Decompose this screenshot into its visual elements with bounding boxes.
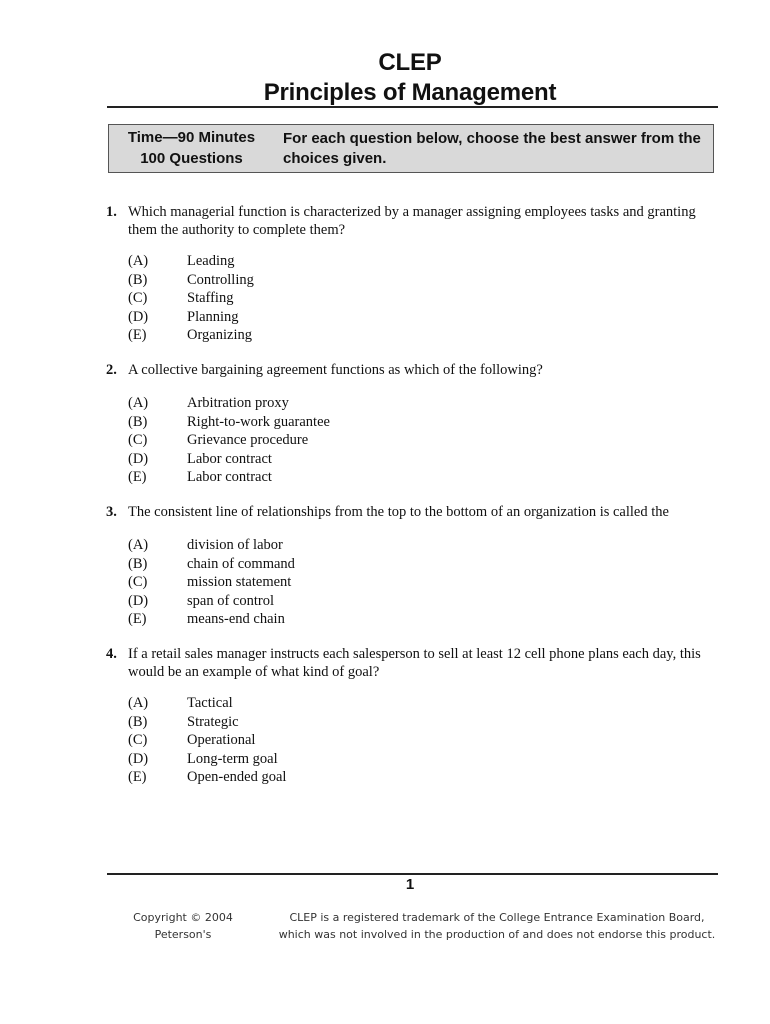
header-rule — [107, 106, 718, 108]
trademark-line-1: CLEP is a registered trademark of the College Entrance Examination Board, — [289, 911, 705, 924]
question-text: If a retail sales manager instructs each salesperson to sell at least 12 cell phone plans each day, this would be an example of what kind of goal? — [128, 646, 701, 680]
question-number: 3. — [106, 504, 117, 520]
option-letter: (B) — [128, 713, 148, 730]
answer-option — [128, 413, 528, 432]
option-text: chain of command — [187, 555, 295, 572]
option-letter: (C) — [128, 574, 148, 591]
option-text: Long-term goal — [187, 750, 278, 767]
option-text: Right-to-work guarantee — [187, 413, 330, 430]
answer-option — [128, 431, 528, 450]
trademark-notice — [262, 909, 732, 943]
copyright-notice — [118, 909, 248, 943]
answer-option — [128, 610, 528, 629]
option-text: mission statement — [187, 574, 292, 591]
option-text: Controlling — [187, 271, 254, 288]
document-subtitle: Principles of Management — [263, 79, 557, 106]
option-letter: (A) — [128, 537, 149, 553]
option-letter: (E) — [128, 769, 147, 786]
answer-option — [128, 592, 528, 611]
time-limit: Time—90 Minutes — [127, 129, 256, 146]
question-4-options — [128, 694, 528, 787]
question-number: 1. — [106, 204, 117, 220]
option-letter: (A) — [128, 395, 149, 411]
trademark-line-2: which was not involved in the production of and does not endorse this product. — [278, 928, 716, 941]
option-text: division of labor — [187, 537, 283, 553]
answer-option — [128, 308, 528, 327]
option-text: Tactical — [187, 695, 233, 711]
question-text: The consistent line of relationships from the top to the bottom of an organization is called the — [128, 504, 669, 520]
answer-option — [128, 252, 528, 271]
instructions-text: For each question below, choose the best answer from the choices given. — [283, 130, 701, 167]
answer-option — [128, 694, 528, 713]
answer-option — [128, 326, 528, 345]
answer-option — [128, 536, 528, 555]
publisher-name: Peterson's — [154, 928, 212, 941]
option-letter: (C) — [128, 432, 148, 449]
question-3 — [106, 503, 726, 521]
option-letter: (D) — [128, 750, 149, 767]
answer-option — [128, 731, 528, 750]
question-count: 100 Questions — [140, 150, 243, 167]
answer-option — [128, 768, 528, 787]
question-text: Which managerial function is characterized by a manager assigning employees tasks and granting them the authority to complete them? — [128, 204, 696, 238]
footer-rule — [107, 873, 718, 875]
option-letter: (A) — [128, 253, 149, 269]
question-3-options — [128, 536, 528, 629]
option-text: Operational — [187, 732, 256, 749]
option-letter: (E) — [128, 469, 147, 486]
answer-option — [128, 750, 528, 769]
option-text: Labor contract — [187, 450, 272, 467]
question-1 — [106, 203, 726, 239]
question-text: A collective bargaining agreement functions as which of the following? — [128, 362, 543, 378]
option-text: span of control — [187, 592, 274, 609]
question-number: 2. — [106, 362, 117, 378]
answer-option — [128, 271, 528, 290]
option-text: Staffing — [187, 290, 234, 307]
option-text: Grievance procedure — [187, 432, 309, 449]
option-letter: (E) — [128, 327, 147, 344]
question-number: 4. — [106, 646, 117, 662]
exam-info — [109, 127, 274, 169]
question-2-options — [128, 394, 528, 487]
document-title: CLEP — [378, 49, 442, 76]
option-text: Organizing — [187, 327, 252, 344]
option-letter: (B) — [128, 555, 148, 572]
answer-option — [128, 468, 528, 487]
option-letter: (E) — [128, 611, 147, 628]
answer-option — [128, 573, 528, 592]
answer-option — [128, 450, 528, 469]
option-letter: (D) — [128, 450, 149, 467]
option-letter: (C) — [128, 732, 148, 749]
answer-option — [128, 555, 528, 574]
copyright-line: Copyright © 2004 — [133, 911, 233, 924]
option-text: Arbitration proxy — [187, 395, 289, 411]
option-letter: (C) — [128, 290, 148, 307]
instructions-box — [108, 124, 714, 173]
option-text: Strategic — [187, 713, 239, 730]
option-letter: (B) — [128, 271, 148, 288]
option-letter: (D) — [128, 592, 149, 609]
question-4 — [106, 645, 726, 681]
question-2 — [106, 361, 726, 379]
option-letter: (B) — [128, 413, 148, 430]
answer-option — [128, 289, 528, 308]
option-text: means-end chain — [187, 611, 285, 628]
question-1-options — [128, 252, 528, 345]
option-letter: (D) — [128, 308, 149, 325]
answer-option — [128, 713, 528, 732]
option-text: Leading — [187, 253, 235, 269]
answer-option — [128, 394, 528, 413]
option-text: Labor contract — [187, 469, 272, 486]
option-text: Planning — [187, 308, 239, 325]
option-letter: (A) — [128, 695, 149, 711]
page-number: 1 — [405, 876, 415, 893]
option-text: Open-ended goal — [187, 769, 287, 786]
